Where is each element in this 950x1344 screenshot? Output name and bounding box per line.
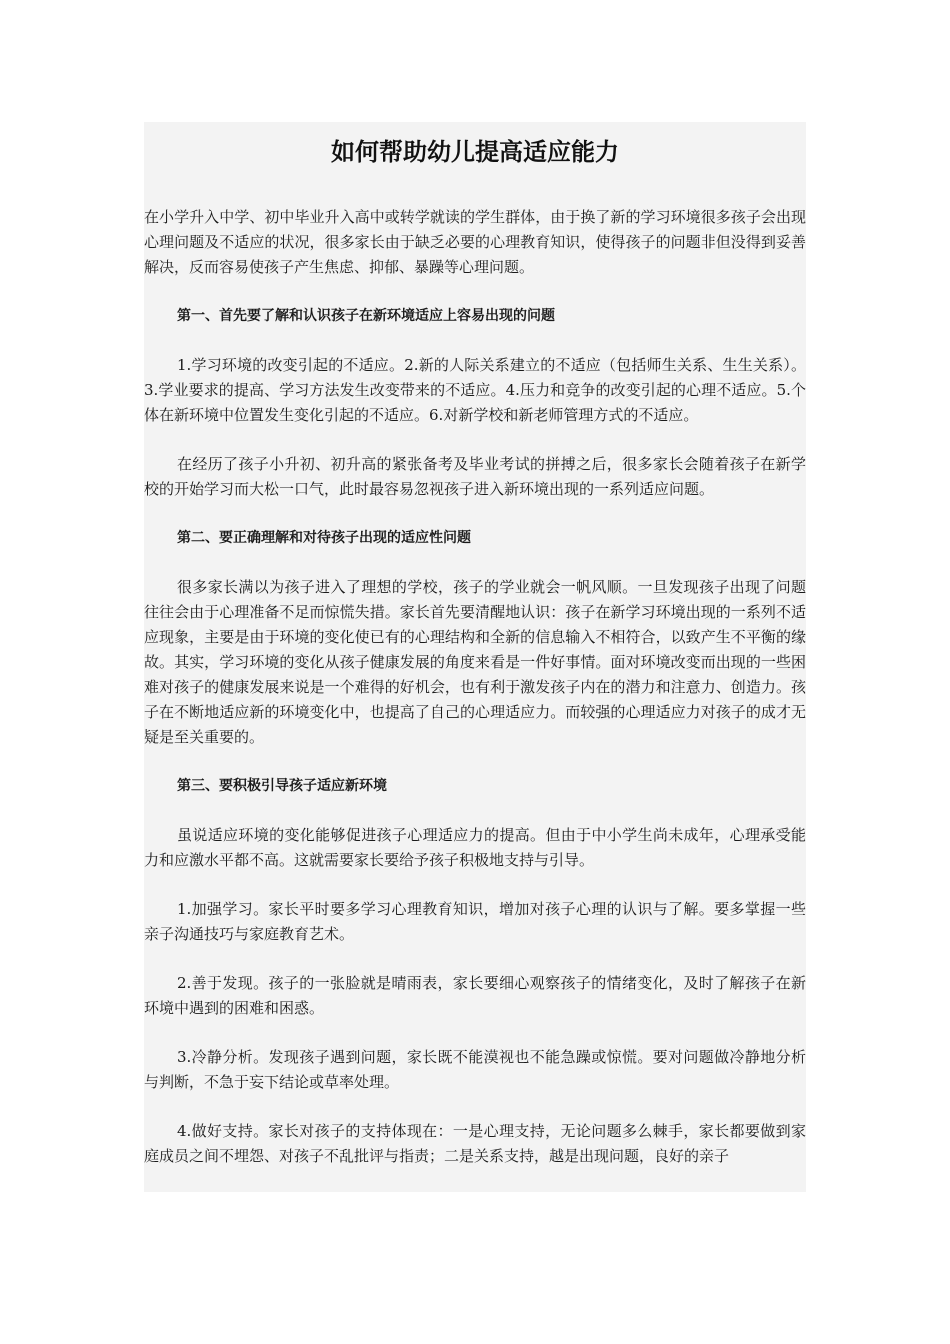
intro-paragraph: 在小学升入中学、初中毕业升入高中或转学就读的学生群体，由于换了新的学习环境很多孩子会出现心理问题及不适应的状况，很多家长由于缺乏必要的心理教育知识，使得孩子的问题非但没得到妥善解决，反而容易使孩子产生焦虑、抑郁、暴躁等心理问题。	[144, 208, 806, 276]
section-3-paragraph-1: 虽说适应环境的变化能够促进孩子心理适应力的提高。但由于中小学生尚未成年，心理承受能力和应激水平都不高。这就需要家长要给予孩子积极地支持与引导。	[144, 826, 806, 869]
section-2-paragraph-1: 很多家长满以为孩子进入了理想的学校，孩子的学业就会一帆风顺。一旦发现孩子出现了问题往往会由于心理准备不足而惊慌失措。家长首先要清醒地认识：孩子在新学习环境出现的一系列不适应现象，主要是由于环境的变化使已有的心理结构和全新的信息输入不相符合，以致产生不平衡的缘故。其实，学习环境的变化从孩子健康发展的角度来看是一件好事情。面对环境改变而出现的一些困难对孩子的健康发展来说是一个难得的好机会，也有利于激发孩子内在的潜力和注意力、创造力。孩子在不断地适应新的环境变化中，也提高了自己的心理适应力。而较强的心理适应力对孩子的成才无疑是至关重要的。	[144, 578, 806, 746]
section-1-paragraph-2: 在经历了孩子小升初、初升高的紧张备考及毕业考试的拼搏之后，很多家长会随着孩子在新学校的开始学习而大松一口气，此时最容易忽视孩子进入新环境出现的一系列适应问题。	[144, 455, 806, 498]
section-3-item-2: 2.善于发现。孩子的一张脸就是晴雨表，家长要细心观察孩子的情绪变化，及时了解孩子在新环境中遇到的困难和困惑。	[144, 974, 806, 1017]
section-3-heading: 第三、要积极引导孩子适应新环境	[177, 778, 387, 794]
article-body	[144, 122, 806, 1192]
page-title: 如何帮助幼儿提高适应能力	[331, 138, 619, 166]
section-1-heading: 第一、首先要了解和认识孩子在新环境适应上容易出现的问题	[177, 308, 555, 324]
section-2-heading: 第二、要正确理解和对待孩子出现的适应性问题	[177, 530, 471, 546]
section-3-item-4: 4.做好支持。家长对孩子的支持体现在：一是心理支持，无论问题多么棘手，家长都要做到家庭成员之间不埋怨、对孩子不乱批评与指责；二是关系支持，越是出现问题，良好的亲子	[144, 1122, 806, 1165]
section-3-item-3: 3.冷静分析。发现孩子遇到问题，家长既不能漠视也不能急躁或惊慌。要对问题做冷静地分析与判断，不急于妄下结论或草率处理。	[144, 1048, 806, 1091]
section-3-item-1: 1.加强学习。家长平时要多学习心理教育知识，增加对孩子心理的认识与了解。要多掌握一些亲子沟通技巧与家庭教育艺术。	[144, 900, 806, 943]
section-1-paragraph-1: 1.学习环境的改变引起的不适应。2.新的人际关系建立的不适应（包括师生关系、生生关系）。3.学业要求的提高、学习方法发生改变带来的不适应。4.压力和竞争的改变引起的心理不适应。5.个体在新环境中位置发生变化引起的不适应。6.对新学校和新老师管理方式的不适应。	[144, 356, 806, 424]
